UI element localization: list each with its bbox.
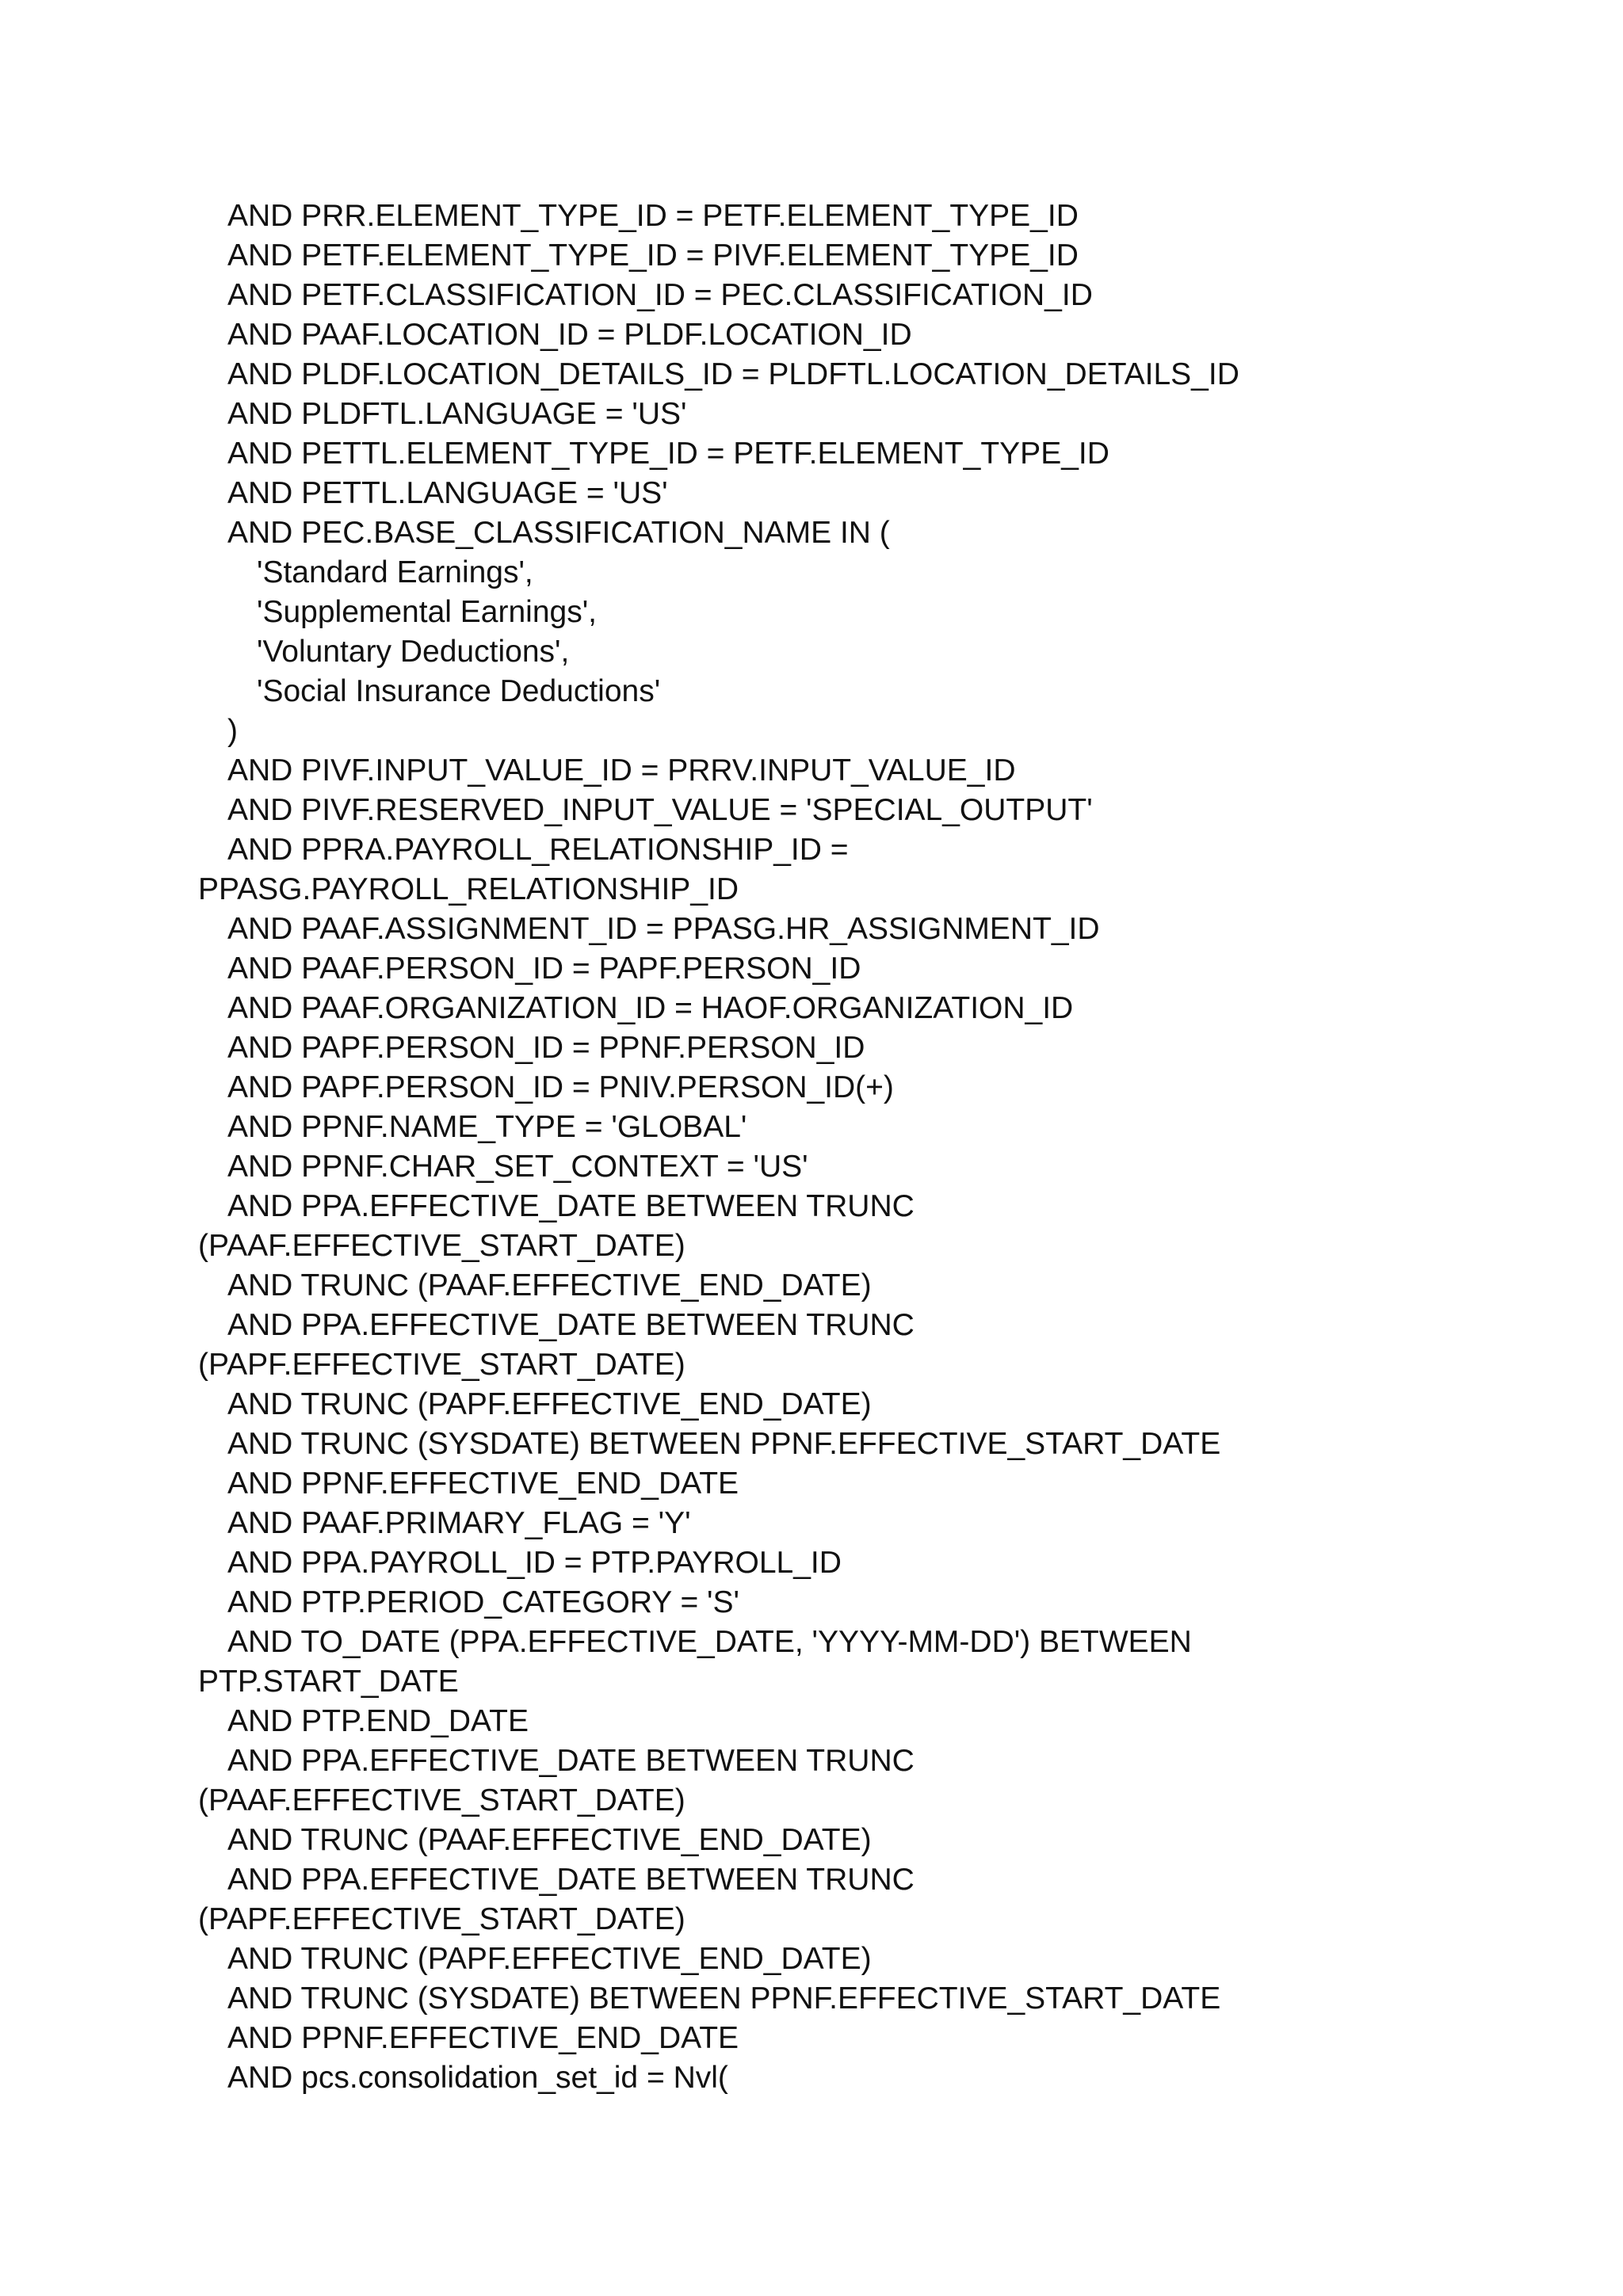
code-line: AND PAPF.PERSON_ID = PPNF.PERSON_ID — [227, 1031, 865, 1065]
code-line: AND PIVF.RESERVED_INPUT_VALUE = 'SPECIAL_OUTPUT' — [227, 793, 1093, 827]
code-line: AND PAAF.PRIMARY_FLAG = 'Y' — [227, 1506, 691, 1540]
code-line: PPASG.PAYROLL_RELATIONSHIP_ID — [198, 872, 739, 906]
code-line: AND PPNF.NAME_TYPE = 'GLOBAL' — [227, 1110, 747, 1144]
code-line: AND PTP.PERIOD_CATEGORY = 'S' — [227, 1585, 739, 1619]
code-line: AND TRUNC (PAAF.EFFECTIVE_END_DATE) — [227, 1823, 872, 1857]
code-line: AND PPNF.EFFECTIVE_END_DATE — [227, 1466, 739, 1501]
code-line: (PAAF.EFFECTIVE_START_DATE) — [198, 1783, 685, 1817]
code-line: 'Supplemental Earnings', — [257, 595, 597, 629]
code-line: AND PAAF.PERSON_ID = PAPF.PERSON_ID — [227, 952, 861, 986]
code-line: AND PPA.EFFECTIVE_DATE BETWEEN TRUNC — [227, 1863, 915, 1897]
code-line: ) — [227, 714, 238, 748]
code-line: AND PAAF.ASSIGNMENT_ID = PPASG.HR_ASSIGNMENT_ID — [227, 912, 1100, 946]
code-line: 'Standard Earnings', — [257, 555, 533, 589]
code-line: AND PPA.EFFECTIVE_DATE BETWEEN TRUNC — [227, 1189, 915, 1223]
code-line: AND PETTL.ELEMENT_TYPE_ID = PETF.ELEMENT_TYPE_ID — [227, 437, 1109, 471]
code-line: AND PPA.EFFECTIVE_DATE BETWEEN TRUNC — [227, 1308, 915, 1342]
code-line: AND PETF.ELEMENT_TYPE_ID = PIVF.ELEMENT_TYPE_ID — [227, 238, 1079, 273]
code-line: AND TRUNC (PAPF.EFFECTIVE_END_DATE) — [227, 1387, 872, 1421]
code-line: AND PPA.EFFECTIVE_DATE BETWEEN TRUNC — [227, 1744, 915, 1778]
code-line: AND PPNF.EFFECTIVE_END_DATE — [227, 2021, 739, 2055]
sql-code-block — [198, 196, 1561, 2098]
code-line: AND PLDF.LOCATION_DETAILS_ID = PLDFTL.LOCATION_DETAILS_ID — [227, 357, 1239, 391]
code-line: AND PEC.BASE_CLASSIFICATION_NAME IN ( — [227, 516, 890, 550]
code-line: AND TRUNC (SYSDATE) BETWEEN PPNF.EFFECTIVE_START_DATE — [227, 1427, 1221, 1461]
code-line: AND PRR.ELEMENT_TYPE_ID = PETF.ELEMENT_TYPE_ID — [227, 199, 1079, 233]
code-line: AND pcs.consolidation_set_id = Nvl( — [227, 2061, 728, 2095]
code-line: AND PETF.CLASSIFICATION_ID = PEC.CLASSIFICATION_ID — [227, 278, 1093, 312]
code-line: AND PAAF.ORGANIZATION_ID = HAOF.ORGANIZATION_ID — [227, 991, 1074, 1025]
code-line: AND PAPF.PERSON_ID = PNIV.PERSON_ID(+) — [227, 1070, 894, 1104]
code-line: (PAPF.EFFECTIVE_START_DATE) — [198, 1902, 685, 1936]
code-line: AND PPA.PAYROLL_ID = PTP.PAYROLL_ID — [227, 1546, 842, 1580]
code-line: 'Voluntary Deductions', — [257, 635, 570, 669]
code-line: AND PPNF.CHAR_SET_CONTEXT = 'US' — [227, 1150, 808, 1184]
code-line: PTP.START_DATE — [198, 1665, 459, 1699]
code-line: AND TO_DATE (PPA.EFFECTIVE_DATE, 'YYYY-MM-DD') BETWEEN — [227, 1625, 1192, 1659]
code-line: AND TRUNC (PAPF.EFFECTIVE_END_DATE) — [227, 1942, 872, 1976]
code-line: AND PAAF.LOCATION_ID = PLDF.LOCATION_ID — [227, 318, 912, 352]
code-line: AND PPRA.PAYROLL_RELATIONSHIP_ID = — [227, 833, 849, 867]
code-line: AND PIVF.INPUT_VALUE_ID = PRRV.INPUT_VALUE_ID — [227, 753, 1016, 788]
code-line: AND PETTL.LANGUAGE = 'US' — [227, 476, 668, 510]
code-line: (PAPF.EFFECTIVE_START_DATE) — [198, 1348, 685, 1382]
code-line: AND PLDFTL.LANGUAGE = 'US' — [227, 397, 687, 431]
code-line: AND TRUNC (PAAF.EFFECTIVE_END_DATE) — [227, 1268, 872, 1302]
code-line: 'Social Insurance Deductions' — [257, 674, 661, 708]
code-line: AND PTP.END_DATE — [227, 1704, 529, 1738]
code-line: (PAAF.EFFECTIVE_START_DATE) — [198, 1229, 685, 1263]
code-line: AND TRUNC (SYSDATE) BETWEEN PPNF.EFFECTIVE_START_DATE — [227, 1981, 1221, 2016]
